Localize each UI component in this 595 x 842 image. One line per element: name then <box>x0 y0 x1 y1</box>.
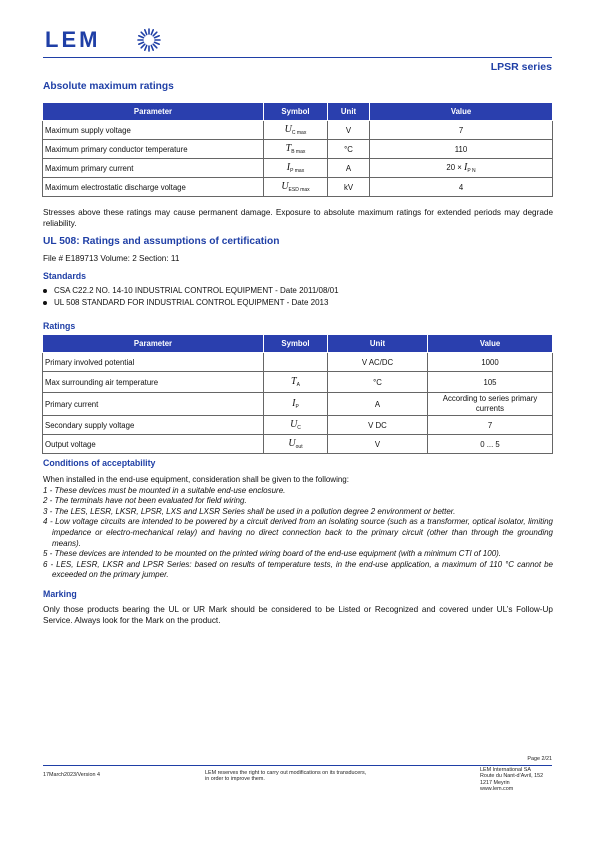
symbol-subscript: B max <box>291 149 306 155</box>
list-item: 4 - Low voltage circuits are intended to be powered by a circuit derived from an isolating source (such as a transformer, optical isolator, limiting impedance or electro-mechanical relay) and having no direct connection back to the primary circuit (other than through the grounding means). <box>43 517 553 548</box>
unit-cell: °C <box>328 372 428 393</box>
param-cell: Max surrounding air temperature <box>43 372 264 393</box>
col-header: Value <box>370 103 553 121</box>
param-cell: Maximum primary current <box>43 159 264 178</box>
series-label: LPSR series <box>490 61 552 73</box>
table-row <box>43 393 553 416</box>
symbol-letter: U <box>284 124 292 135</box>
col-header: Value <box>428 335 553 353</box>
symbol-cell <box>264 178 328 197</box>
unit-cell: V <box>328 435 428 454</box>
table-row <box>43 372 553 393</box>
conditions-list <box>43 475 553 581</box>
col-header: Parameter <box>43 335 264 353</box>
conditions-intro: When installed in the end-use equipment, consideration shall be given to the following: <box>43 475 349 484</box>
abs-max-title: Absolute maximum ratings <box>43 81 174 92</box>
value-text: 20 × <box>446 163 462 172</box>
page-number: Page 2/21 <box>527 756 552 762</box>
standards-title: Standards <box>43 271 87 281</box>
table-row <box>43 416 553 435</box>
list-item: 3 - The LES, LESR, LKSR, LPSR, LXS and LXSR Series shall be used in a pollution degree 2 environment or better. <box>43 506 456 516</box>
footer-address <box>480 767 543 793</box>
address-line: LEM International SA <box>480 767 531 773</box>
param-cell: Output voltage <box>43 435 264 454</box>
symbol-subscript: ESD max <box>288 187 310 193</box>
param-cell: Maximum primary conductor temperature <box>43 140 264 159</box>
unit-cell: V <box>328 121 370 140</box>
value-cell <box>370 159 553 178</box>
param-cell: Primary involved potential <box>43 353 264 372</box>
symbol-subscript: out <box>295 444 303 450</box>
value-cell: 7 <box>428 416 553 435</box>
col-header: Symbol <box>264 335 328 353</box>
symbol-letter: I <box>292 398 296 409</box>
list-item: 5 - These devices are intended to be mounted on the printed wiring board of the end-use equipment (with a minimum CTI of 100). <box>43 549 502 559</box>
value-cell: 4 <box>370 178 553 197</box>
value-subscript: P N <box>467 168 476 174</box>
unit-cell: V DC <box>328 416 428 435</box>
value-cell: 105 <box>428 372 553 393</box>
file-number: File # E189713 Volume: 2 Section: 11 <box>43 254 180 263</box>
header-rule <box>43 57 552 58</box>
col-header: Parameter <box>43 103 264 121</box>
ratings-title: Ratings <box>43 321 76 331</box>
disclaimer-line: LEM reserves the right to carry out modifications on its transducers, <box>205 770 367 776</box>
symbol-cell <box>264 435 328 454</box>
table-row <box>43 121 553 140</box>
list-item: 2 - The terminals have not been evaluated for field wiring. <box>43 496 247 506</box>
unit-cell: V AC/DC <box>328 353 428 372</box>
marking-title: Marking <box>43 589 77 599</box>
footer-disclaimer <box>205 770 366 783</box>
table-row <box>43 140 553 159</box>
footer-rule <box>43 765 552 766</box>
symbol-subscript: C <box>297 425 301 431</box>
list-item: 6 - LES, LESR, LKSR and LPSR Series: based on results of temperature tests, in the end-use application, a maximum of 110 °C cannot be exceeded on the primary jumper. <box>43 559 553 580</box>
symbol-cell <box>264 121 328 140</box>
footer-date-version: 17March2023/Version 4 <box>43 772 100 778</box>
symbol-cell <box>264 393 328 416</box>
conditions-title: Conditions of acceptability <box>43 458 156 468</box>
param-cell: Secondary supply voltage <box>43 416 264 435</box>
value-cell: 7 <box>370 121 553 140</box>
abs-max-table <box>42 103 553 197</box>
symbol-subscript: P <box>295 404 299 410</box>
table-row <box>43 178 553 197</box>
unit-cell: A <box>328 159 370 178</box>
lem-logo-text: LEM <box>45 27 101 52</box>
table-row <box>43 159 553 178</box>
value-cell: 110 <box>370 140 553 159</box>
symbol-subscript: P max <box>290 168 305 174</box>
value-cell: 0 ... 5 <box>428 435 553 454</box>
table-header-row <box>43 103 553 121</box>
symbol-cell <box>264 372 328 393</box>
param-cell: Primary current <box>43 393 264 416</box>
symbol-letter: T <box>285 143 292 154</box>
col-header: Symbol <box>264 103 328 121</box>
marking-text: Only those products bearing the UL or UR Mark should be considered to be Listed or Recognized and covered under UL’s Follow-Up Service. Always look for the Mark on the product. <box>43 605 553 625</box>
ul508-title: UL 508: Ratings and assumptions of certification <box>43 236 280 247</box>
table-header-row <box>43 335 553 353</box>
sunburst-icon <box>138 29 160 51</box>
col-header: Unit <box>328 103 370 121</box>
ratings-table <box>42 335 553 454</box>
table-row <box>43 353 553 372</box>
symbol-cell <box>264 159 328 178</box>
address-line: Route du Nant-d’Avril, 152 <box>480 773 544 780</box>
symbol-letter: I <box>286 162 291 173</box>
symbol-letter: U <box>290 419 298 430</box>
disclaimer-line: in order to improve them. <box>205 776 265 783</box>
symbol-subscript: C max <box>291 130 307 136</box>
value-symbol: I <box>463 162 468 173</box>
list-item: UL 508 STANDARD FOR INDUSTRIAL CONTROL EQUIPMENT - Date 2013 <box>43 297 339 309</box>
unit-cell: °C <box>328 140 370 159</box>
value-cell: 1000 <box>428 353 553 372</box>
list-item: CSA C22.2 NO. 14-10 INDUSTRIAL CONTROL EQUIPMENT - Date 2011/08/01 <box>43 285 339 297</box>
param-cell: Maximum supply voltage <box>43 121 264 140</box>
col-header: Unit <box>328 335 428 353</box>
symbol-subscript: A <box>296 382 300 388</box>
lem-logo <box>43 27 173 55</box>
unit-cell: kV <box>328 178 370 197</box>
table-row <box>43 435 553 454</box>
value-cell: According to series primary currents <box>428 393 553 416</box>
symbol-cell <box>264 353 328 372</box>
symbol-letter: U <box>288 438 296 449</box>
symbol-letter: U <box>281 181 289 192</box>
symbol-cell <box>264 416 328 435</box>
symbol-letter: T <box>291 376 297 387</box>
abs-max-note: Stresses above these ratings may cause permanent damage. Exposure to absolute maximum ratings for extended periods may degrade reliability. <box>43 208 553 228</box>
symbol-cell <box>264 140 328 159</box>
param-cell: Maximum electrostatic discharge voltage <box>43 178 264 197</box>
footer-website-link[interactable]: www.lem.com <box>480 786 514 793</box>
list-item: 1 - These devices must be mounted in a suitable end-use enclosure. <box>43 485 286 495</box>
unit-cell: A <box>328 393 428 416</box>
address-line: 1217 Meyrin <box>480 779 510 786</box>
standards-list <box>43 285 339 308</box>
